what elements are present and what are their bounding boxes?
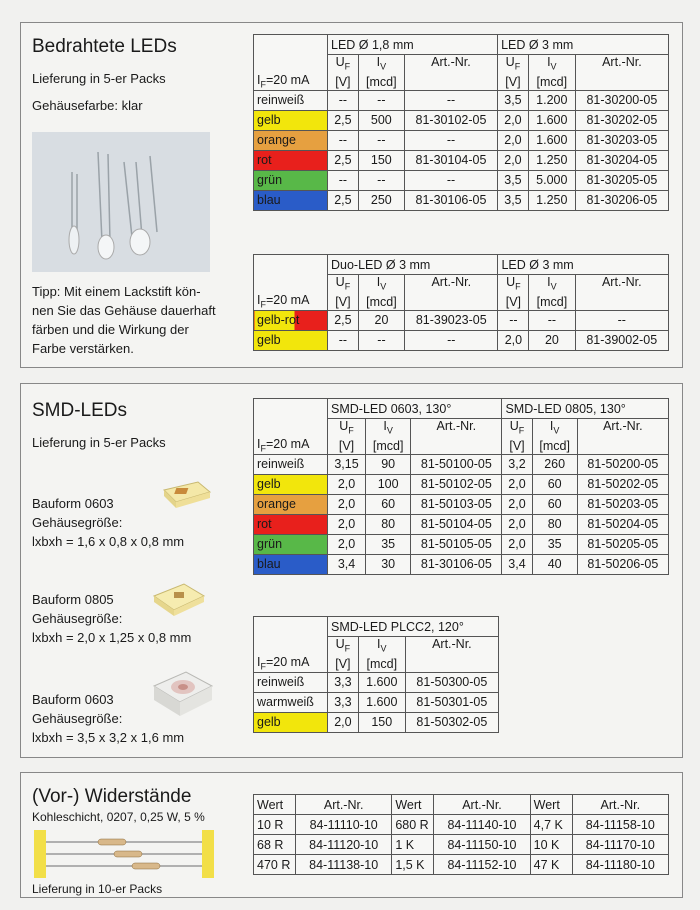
table-row [254, 534, 669, 554]
group-header: LED Ø 3 mm [498, 35, 669, 55]
table-row [254, 190, 669, 210]
col-iv: $I_V$ [mcd] [528, 55, 575, 91]
value-cell: 84-11180-10 [572, 855, 668, 875]
value-cell: 81-30205-05 [575, 170, 668, 190]
value-cell: -- [529, 310, 575, 330]
section-title: Bedrahtete LEDs [32, 36, 177, 57]
value-cell: 84-11120-10 [296, 835, 392, 855]
wired-led-table [253, 34, 669, 211]
value-cell: 81-50105-05 [411, 534, 502, 554]
col-uf: $U_F$ [V] [502, 419, 532, 455]
wert-cell: 680 R [392, 815, 434, 835]
col-uf: $U_F$ [V] [498, 55, 529, 91]
value-cell: -- [498, 310, 529, 330]
col-uf: $U_F$ [V] [328, 55, 359, 91]
col-art: Art.-Nr. [411, 419, 502, 455]
value-cell: -- [358, 130, 404, 150]
value-cell: 5.000 [528, 170, 575, 190]
col-art: Art.-Nr. [575, 55, 668, 91]
value-cell: 2,0 [498, 110, 529, 130]
value-cell: -- [575, 310, 668, 330]
value-cell: 81-30206-05 [575, 190, 668, 210]
color-cell: gelb-rot [254, 310, 328, 330]
value-cell: 1.250 [528, 150, 575, 170]
value-cell: 2,0 [502, 474, 532, 494]
col-art: Art.-Nr. [405, 275, 498, 311]
value-cell: 2,0 [328, 712, 359, 732]
table-row [254, 514, 669, 534]
col-art: Art.-Nr. [572, 795, 668, 815]
table-row [254, 855, 669, 875]
if-label: $I_F=20$ mA [254, 255, 328, 311]
value-cell: 2,0 [498, 330, 529, 350]
resistor-spec-text: Kohleschicht, 0207, 0,25 W, 5 % [32, 810, 205, 824]
group-header: Duo-LED Ø 3 mm [328, 255, 498, 275]
value-cell: 2,0 [328, 514, 366, 534]
value-cell: 2,0 [502, 514, 532, 534]
value-cell: 84-11110-10 [296, 815, 392, 835]
value-cell: 3,4 [328, 554, 366, 574]
rows [254, 454, 669, 574]
value-cell: 500 [358, 110, 404, 130]
value-cell: 3,3 [328, 672, 359, 692]
value-cell: 260 [532, 454, 577, 474]
color-cell: rot [254, 150, 328, 170]
group-header: SMD-LED 0603, 130° [328, 399, 502, 419]
table-row [254, 554, 669, 574]
color-cell: gelb [254, 712, 328, 732]
section-title: SMD-LEDs [32, 400, 128, 421]
text-line: lxbxh = 3,5 x 3,2 x 1,6 mm [32, 730, 185, 745]
value-cell: 60 [366, 494, 411, 514]
value-cell: 35 [366, 534, 411, 554]
value-cell: 3,5 [498, 170, 529, 190]
wert-cell: 4,7 K [530, 815, 572, 835]
if-label: $I_F=20$ mA [254, 35, 328, 91]
duo-led-table [253, 254, 669, 351]
value-cell: 80 [366, 514, 411, 534]
color-cell: orange [254, 130, 328, 150]
value-cell: 3,15 [328, 454, 366, 474]
rows [254, 672, 499, 732]
delivery-text: Lieferung in 5-er Packs [32, 71, 166, 86]
smd-0805-photo [148, 580, 210, 625]
value-cell: 2,5 [328, 110, 359, 130]
value-cell: 20 [358, 310, 404, 330]
table-row [254, 110, 669, 130]
resistor-delivery-text: Lieferung in 10-er Packs [32, 882, 163, 896]
col-art: Art.-Nr. [575, 275, 668, 311]
text-line: Bauform 0603 [32, 692, 114, 707]
text-line: Gehäusegröße: [32, 515, 123, 530]
rows [254, 90, 669, 210]
color-cell: gelb [254, 474, 328, 494]
value-cell: 81-50301-05 [405, 692, 498, 712]
value-cell: 30 [366, 554, 411, 574]
value-cell: 2,5 [328, 190, 359, 210]
color-cell: grün [254, 534, 328, 554]
value-cell: 81-50300-05 [405, 672, 498, 692]
if-label: $I_F=20$ mA [254, 617, 328, 673]
wert-cell: 1,5 K [392, 855, 434, 875]
table-row [254, 150, 669, 170]
housing-color-text: Gehäusefarbe: klar [32, 98, 143, 113]
value-cell: 2,0 [502, 534, 532, 554]
value-cell: 81-50104-05 [411, 514, 502, 534]
value-cell: 81-50204-05 [577, 514, 668, 534]
color-cell: reinweiß [254, 90, 328, 110]
value-cell: -- [404, 170, 497, 190]
table-row [254, 692, 499, 712]
resistor-photo [34, 830, 214, 883]
col-art: Art.-Nr. [405, 637, 498, 673]
tip-line: färben und die Wirkung der [32, 322, 189, 337]
table-row [254, 130, 669, 150]
col-iv: $I_V$ [mcd] [532, 419, 577, 455]
col-art: Art.-Nr. [434, 795, 530, 815]
value-cell: 1.200 [528, 90, 575, 110]
value-cell: -- [328, 130, 359, 150]
col-art: Art.-Nr. [404, 55, 497, 91]
value-cell: 1.600 [358, 692, 405, 712]
text-line: Gehäusegröße: [32, 611, 123, 626]
value-cell: 250 [358, 190, 404, 210]
value-cell: 81-30104-05 [404, 150, 497, 170]
value-cell: 2,0 [328, 474, 366, 494]
color-cell: 68 R [254, 835, 296, 855]
col-wert: Wert [254, 795, 296, 815]
color-cell: reinweiß [254, 454, 328, 474]
col-iv: $I_V$ [mcd] [358, 55, 404, 91]
value-cell: 81-30102-05 [404, 110, 497, 130]
value-cell: 150 [358, 150, 404, 170]
value-cell: 84-11150-10 [434, 835, 530, 855]
group-header: LED Ø 1,8 mm [328, 35, 498, 55]
value-cell: 1.250 [528, 190, 575, 210]
value-cell: 81-50205-05 [577, 534, 668, 554]
section-title: (Vor-) Widerstände [32, 786, 192, 807]
value-cell: 81-50100-05 [411, 454, 502, 474]
value-cell: -- [328, 170, 359, 190]
if-label: $I_F=20$ mA [254, 399, 328, 455]
wert-cell: 1 K [392, 835, 434, 855]
value-cell: 60 [532, 494, 577, 514]
tip-text [32, 282, 216, 358]
value-cell: 2,0 [328, 494, 366, 514]
table-row [254, 170, 669, 190]
value-cell: 1.600 [528, 110, 575, 130]
value-cell: 81-30106-05 [404, 190, 497, 210]
value-cell: 1.600 [528, 130, 575, 150]
table-row [254, 672, 499, 692]
value-cell: 60 [532, 474, 577, 494]
text-line: Gehäusegröße: [32, 711, 123, 726]
smd-0603-photo [158, 478, 214, 517]
color-cell: blau [254, 190, 328, 210]
col-wert: Wert [392, 795, 434, 815]
value-cell: 2,5 [328, 150, 359, 170]
color-cell: grün [254, 170, 328, 190]
wert-cell: 47 K [530, 855, 572, 875]
group-header: SMD-LED 0805, 130° [502, 399, 669, 419]
value-cell: 2,0 [498, 150, 529, 170]
table-row [254, 835, 669, 855]
value-cell: 3,4 [502, 554, 532, 574]
group-header: LED Ø 3 mm [498, 255, 669, 275]
value-cell: 35 [532, 534, 577, 554]
table-row [254, 454, 669, 474]
resistor-table [253, 794, 669, 875]
table-row [254, 815, 669, 835]
value-cell: 2,0 [328, 534, 366, 554]
col-uf: $U_F$ [V] [328, 637, 359, 673]
value-cell: 3,5 [498, 90, 529, 110]
col-iv: $I_V$ [mcd] [366, 419, 411, 455]
wired-led-photo [32, 132, 210, 272]
value-cell: 81-30203-05 [575, 130, 668, 150]
value-cell: -- [358, 330, 404, 350]
value-cell: 81-30204-05 [575, 150, 668, 170]
text-line: lxbxh = 1,6 x 0,8 x 0,8 mm [32, 534, 185, 549]
value-cell: 1.600 [358, 672, 405, 692]
color-cell: warmweiß [254, 692, 328, 712]
value-cell: -- [358, 170, 404, 190]
value-cell: -- [404, 90, 497, 110]
rows [254, 815, 669, 875]
value-cell: 2,5 [328, 310, 359, 330]
value-cell: 40 [532, 554, 577, 574]
col-art: Art.-Nr. [577, 419, 668, 455]
value-cell: 2,0 [498, 130, 529, 150]
col-uf: $U_F$ [V] [328, 275, 359, 311]
color-cell: blau [254, 554, 328, 574]
value-cell: 3,5 [498, 190, 529, 210]
value-cell: -- [404, 130, 497, 150]
value-cell: 81-39023-05 [405, 310, 498, 330]
value-cell: 84-11158-10 [572, 815, 668, 835]
color-cell: gelb [254, 330, 328, 350]
value-cell: -- [358, 90, 404, 110]
value-cell: 81-50206-05 [577, 554, 668, 574]
col-art: Art.-Nr. [296, 795, 392, 815]
text-line: lxbxh = 2,0 x 1,25 x 0,8 mm [32, 630, 192, 645]
smd-led-table [253, 398, 669, 575]
value-cell: 3,2 [502, 454, 532, 474]
group-header: SMD-LED PLCC2, 120° [328, 617, 499, 637]
rows [254, 310, 669, 350]
value-cell: 81-30106-05 [411, 554, 502, 574]
table-row [254, 474, 669, 494]
color-cell: reinweiß [254, 672, 328, 692]
col-iv: $I_V$ [mcd] [358, 275, 404, 311]
table-row [254, 310, 669, 330]
text-line: Bauform 0805 [32, 592, 114, 607]
value-cell: 84-11138-10 [296, 855, 392, 875]
col-iv: $I_V$ [mcd] [529, 275, 575, 311]
color-cell: orange [254, 494, 328, 514]
value-cell: 84-11152-10 [434, 855, 530, 875]
table-row [254, 330, 669, 350]
text-line: Bauform 0603 [32, 496, 114, 511]
tip-line: nen Sie das Gehäuse dauerhaft [32, 303, 216, 318]
value-cell: 81-30202-05 [575, 110, 668, 130]
smd-plcc2-photo [150, 664, 216, 727]
tip-line: Farbe verstärken. [32, 341, 134, 356]
table-row [254, 712, 499, 732]
value-cell: 84-11140-10 [434, 815, 530, 835]
value-cell: 80 [532, 514, 577, 534]
color-cell: 470 R [254, 855, 296, 875]
value-cell: 84-11170-10 [572, 835, 668, 855]
col-uf: $U_F$ [V] [498, 275, 529, 311]
col-uf: $U_F$ [V] [328, 419, 366, 455]
tip-line: Tipp: Mit einem Lackstift kön- [32, 284, 201, 299]
value-cell: -- [328, 90, 359, 110]
value-cell: 81-39002-05 [575, 330, 668, 350]
value-cell: 81-50103-05 [411, 494, 502, 514]
value-cell: 81-30200-05 [575, 90, 668, 110]
value-cell: 2,0 [502, 494, 532, 514]
delivery-text: Lieferung in 5-er Packs [32, 435, 166, 450]
color-cell: rot [254, 514, 328, 534]
table-row [254, 90, 669, 110]
value-cell: 100 [366, 474, 411, 494]
value-cell: 3,3 [328, 692, 359, 712]
value-cell: 81-50102-05 [411, 474, 502, 494]
value-cell: 81-50302-05 [405, 712, 498, 732]
value-cell: 81-50203-05 [577, 494, 668, 514]
value-cell: 81-50202-05 [577, 474, 668, 494]
col-iv: $I_V$ [mcd] [358, 637, 405, 673]
table-row [254, 494, 669, 514]
wert-cell: 10 K [530, 835, 572, 855]
value-cell: 81-50200-05 [577, 454, 668, 474]
value-cell: 150 [358, 712, 405, 732]
color-cell: 10 R [254, 815, 296, 835]
value-cell: -- [328, 330, 359, 350]
value-cell: 90 [366, 454, 411, 474]
col-wert: Wert [530, 795, 572, 815]
value-cell: 20 [529, 330, 575, 350]
smd-plcc2-table [253, 616, 499, 733]
value-cell: -- [405, 330, 498, 350]
color-cell: gelb [254, 110, 328, 130]
